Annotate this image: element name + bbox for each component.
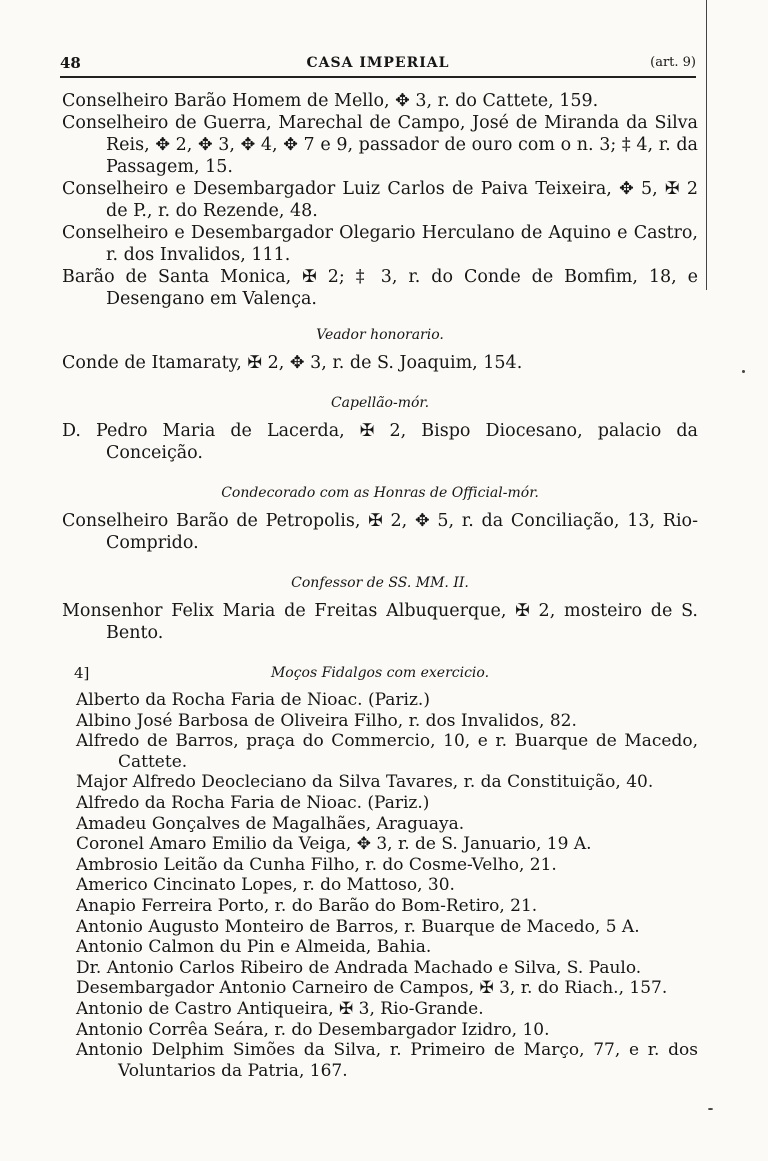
- list-item: Antonio Delphim Simões da Silva, r. Primeiro de Março, 77, e r. dos Voluntarios da Patria, 167.: [76, 1040, 698, 1081]
- list-item: Dr. Antonio Carlos Ribeiro de Andrada Machado e Silva, S. Paulo.: [76, 957, 642, 978]
- running-title: CASA IMPERIAL: [306, 55, 450, 71]
- list-item: Antonio Corrêa Seára, r. do Desembargador Izidro, 10.: [76, 1019, 550, 1040]
- list-item: Ambrosio Leitão da Cunha Filho, r. do Cosme-Velho, 21.: [76, 854, 557, 875]
- entry-felix-maria-de-freitas: Monsenhor Felix Maria de Freitas Albuquerque, ✠ 2, mosteiro de S. Bento.: [62, 601, 698, 643]
- entry-olegario-herculano: Conselheiro e Desembargador Olegario Herculano de Aquino e Castro, r. dos Invalidos, 111.: [62, 223, 698, 265]
- entry-pedro-maria-de-lacerda: D. Pedro Maria de Lacerda, ✠ 2, Bispo Diocesano, palacio da Conceição.: [62, 421, 698, 463]
- page-edge-line: [706, 0, 707, 290]
- list-item: Alfredo de Barros, praça do Commercio, 10, e r. Buarque de Macedo, Cattete.: [76, 731, 698, 772]
- section-heading-mocos-fidalgos: [62, 662, 698, 684]
- article-reference: (art. 9): [650, 55, 696, 70]
- list-item: Major Alfredo Deocleciano da Silva Tavares, r. da Constituição, 40.: [76, 772, 654, 793]
- page-header: [60, 52, 696, 78]
- list-item: Amadeu Gonçalves de Magalhães, Araguaya.: [76, 813, 465, 834]
- section-heading-capellao: Capellão-mór.: [330, 395, 430, 411]
- section-heading-condecorado: Condecorado com as Honras de Official-mór.: [221, 485, 539, 501]
- list-item: Antonio Augusto Monteiro de Barros, r. Buarque de Macedo, 5 A.: [76, 916, 640, 937]
- entry-barao-homem-de-mello: Conselheiro Barão Homem de Mello, ✥ 3, r. do Cattete, 159.: [62, 91, 599, 111]
- entry-jose-de-miranda-da-silva-reis: Conselheiro de Guerra, Marechal de Campo, José de Miranda da Silva Reis, ✥ 2, ✥ 3, ✥ 4, ✥ 7 e 9, passador de ouro com o n. 3; ‡ 4, r. da Passagem, 15.: [62, 113, 698, 177]
- list-item: Anapio Ferreira Porto, r. do Barão do Bom-Retiro, 21.: [76, 895, 538, 916]
- list-item: Coronel Amaro Emilio da Veiga, ✥ 3, r. de S. Januario, 19 A.: [76, 834, 592, 855]
- page-number: 48: [60, 54, 81, 72]
- print-speck: [708, 1108, 713, 1110]
- mocos-fidalgos-list: [76, 690, 698, 1081]
- list-item: Alberto da Rocha Faria de Nioac. (Pariz.): [76, 690, 430, 710]
- list-item: Americo Cincinato Lopes, r. do Mattoso, 30.: [76, 875, 455, 896]
- print-speck: [742, 370, 745, 373]
- list-item: Antonio Calmon du Pin e Almeida, Bahia.: [76, 937, 432, 958]
- entry-luiz-carlos-de-paiva-teixeira: Conselheiro e Desembargador Luiz Carlos de Paiva Teixeira, ✥ 5, ✠ 2 de P., r. do Rezende, 48.: [62, 179, 698, 221]
- page-body: [62, 90, 698, 1081]
- list-item: Alfredo da Rocha Faria de Nioac. (Pariz.): [76, 792, 430, 813]
- entry-barao-de-santa-monica: Barão de Santa Monica, ✠ 2; ‡ 3, r. do Conde de Bomfim, 18, e Desengano em Valença.: [62, 267, 698, 309]
- list-item: Albino José Barbosa de Oliveira Filho, r. dos Invalidos, 82.: [76, 710, 577, 731]
- list-item: Desembargador Antonio Carneiro de Campos, ✠ 3, r. do Riach., 157.: [76, 978, 668, 999]
- entry-conde-de-itamaraty: Conde de Itamaraty, ✠ 2, ✥ 3, r. de S. Joaquim, 154.: [62, 353, 523, 373]
- section-number: 4]: [74, 664, 90, 682]
- section-heading-text: Moços Fidalgos com exercicio.: [270, 665, 490, 681]
- list-item: Antonio de Castro Antiqueira, ✠ 3, Rio-Grande.: [76, 998, 484, 1019]
- section-heading-confessor: Confessor de SS. MM. II.: [291, 575, 469, 591]
- entry-barao-de-petropolis: Conselheiro Barão de Petropolis, ✠ 2, ✥ 5, r. da Conciliação, 13, Rio-Comprido.: [62, 511, 698, 553]
- section-heading-veador: Veador honorario.: [316, 327, 444, 343]
